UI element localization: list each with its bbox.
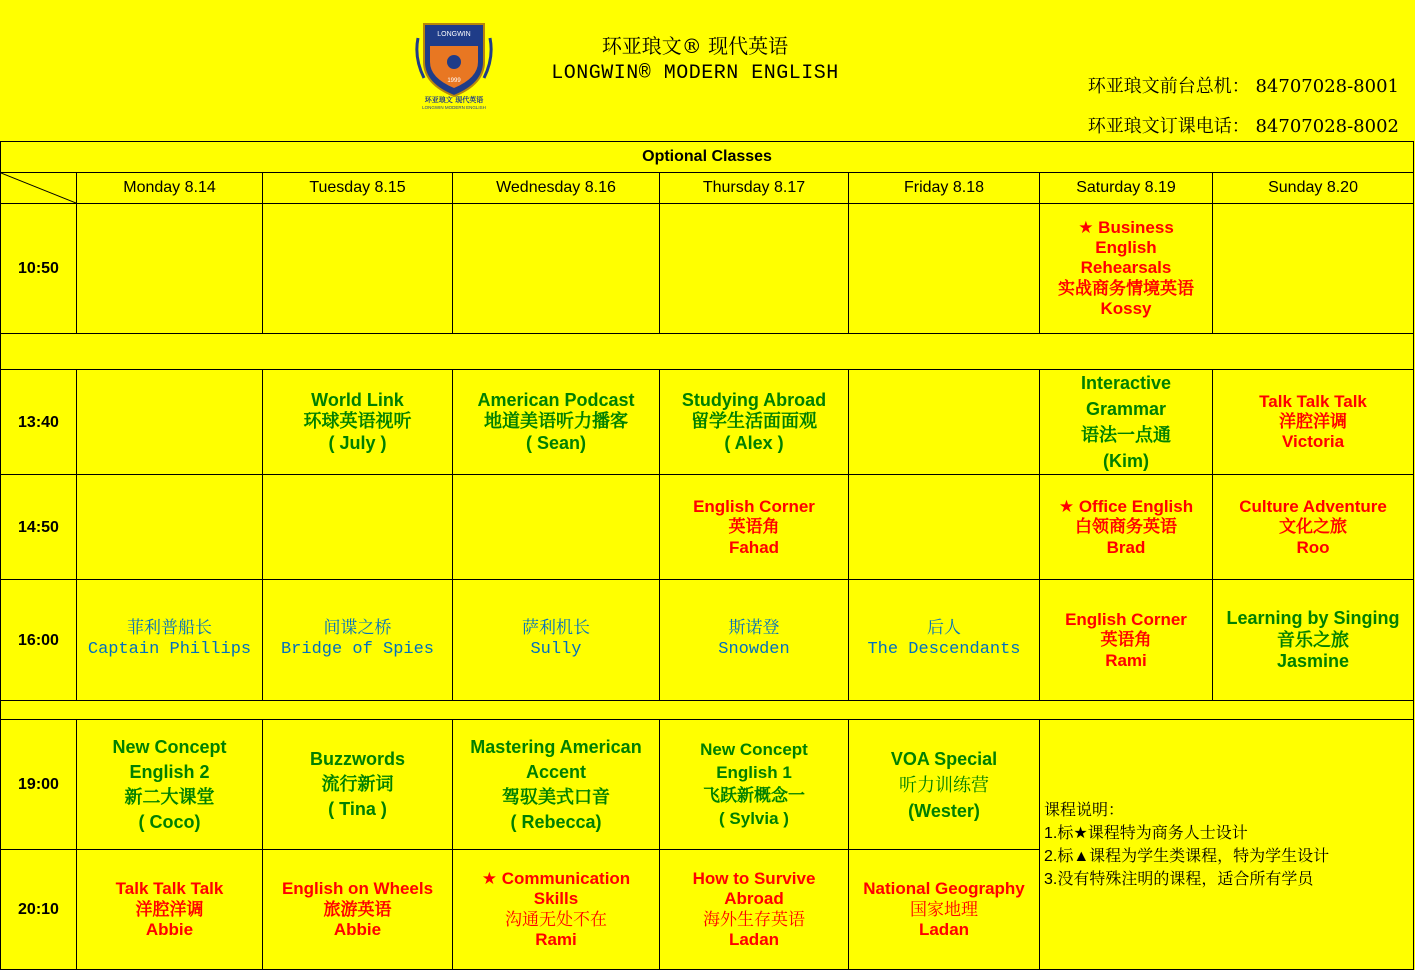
class-title-cn: 国家地理 xyxy=(910,899,978,919)
class-title-cn: 流行新词 xyxy=(321,774,394,795)
class-cell xyxy=(1213,370,1414,475)
teacher-name: Jasmine xyxy=(1277,651,1350,672)
class-title: Studying Abroad xyxy=(681,389,827,410)
time-row xyxy=(1,370,1414,475)
class-title-cn: 洋腔洋调 xyxy=(135,899,204,919)
booking-phone-label: 环亚琅文订课电话： xyxy=(1087,116,1250,137)
teacher-name: Victoria xyxy=(1282,432,1345,452)
time-label: 16:00 xyxy=(1,580,77,701)
movie-title-cn: 后人 xyxy=(927,619,961,639)
class-title-cn: 语法一点通 xyxy=(1081,425,1171,446)
time-label: 14:50 xyxy=(1,475,77,580)
day-header: Wednesday 8.16 xyxy=(453,173,660,204)
empty-cell xyxy=(77,475,263,580)
empty-cell xyxy=(849,370,1040,475)
class-title-cn: 音乐之旅 xyxy=(1277,629,1350,650)
teacher-name: (Wester) xyxy=(908,800,980,821)
day-header-row xyxy=(1,173,1414,204)
class-cell xyxy=(263,370,453,475)
class-title: Learning by Singing xyxy=(1226,607,1400,628)
class-title-cn: 旅游英语 xyxy=(323,899,392,919)
movie-title-en: Snowden xyxy=(718,640,790,660)
longwin-logo xyxy=(414,18,494,110)
class-title: English on Wheels xyxy=(281,879,434,899)
class-title-cn: 海外生存英语 xyxy=(703,909,805,929)
break-cell xyxy=(1,334,1414,370)
class-title-cn: 飞跃新概念一 xyxy=(703,785,805,805)
class-title-cn: 英语角 xyxy=(1100,630,1152,650)
class-cell xyxy=(1213,580,1414,701)
class-title-cn: 驾驭美式口音 xyxy=(502,786,610,807)
class-cell xyxy=(453,720,660,850)
movie-cell xyxy=(263,580,453,701)
svg-text:环亚琅文 现代英语: 环亚琅文 现代英语 xyxy=(424,96,484,104)
empty-cell xyxy=(849,475,1040,580)
teacher-name: Brad xyxy=(1106,537,1146,557)
class-cell xyxy=(453,850,660,970)
school-title-en: LONGWIN® MODERN ENGLISH xyxy=(551,62,839,85)
class-title: World Link xyxy=(311,389,404,410)
booking-phone-number: 84707028-8002 xyxy=(1255,116,1399,137)
class-title-cn: 听力训练营 xyxy=(899,774,989,795)
class-title: Skills xyxy=(533,889,579,909)
break-cell xyxy=(1,701,1414,720)
class-title-cn: 英语角 xyxy=(728,517,780,537)
table-title: Optional Classes xyxy=(1,142,1414,173)
class-title: Rehearsals xyxy=(1080,258,1172,278)
class-title-cn: 沟通无处不在 xyxy=(505,909,607,929)
movie-title-cn: 间谍之桥 xyxy=(323,619,392,639)
class-title: VOA Special xyxy=(890,748,998,769)
notes-item: 3.没有特殊注明的课程，适合所有学员 xyxy=(1044,871,1314,889)
time-row xyxy=(1,720,1414,850)
class-cell xyxy=(660,370,849,475)
class-title: How to Survive xyxy=(692,869,816,889)
movie-title-cn: 菲利普船长 xyxy=(127,619,212,639)
class-title: English 1 xyxy=(716,762,792,782)
time-row xyxy=(1,580,1414,701)
time-label: 13:40 xyxy=(1,370,77,475)
movie-cell xyxy=(660,580,849,701)
teacher-name: Abbie xyxy=(333,920,382,940)
class-cell xyxy=(849,720,1040,850)
time-label: 19:00 xyxy=(1,720,77,850)
class-cell xyxy=(263,850,453,970)
day-header: Monday 8.14 xyxy=(77,173,263,204)
class-title: Culture Adventure xyxy=(1239,496,1387,516)
teacher-name: ( Alex ) xyxy=(724,432,784,453)
time-label: 10:50 xyxy=(1,204,77,334)
class-cell xyxy=(1213,475,1414,580)
teacher-name: ( Sean) xyxy=(525,432,586,453)
movie-cell xyxy=(77,580,263,701)
class-title: English xyxy=(1095,237,1157,257)
empty-cell xyxy=(263,204,453,334)
front-desk-phone xyxy=(1088,72,1399,98)
class-cell xyxy=(660,475,849,580)
teacher-name: ( Coco) xyxy=(138,812,201,833)
class-title: English Corner xyxy=(1065,609,1187,629)
teacher-name: Rami xyxy=(535,930,577,950)
school-title-cn: 环亚琅文® 现代英语 xyxy=(601,34,789,58)
teacher-name: ( Rebecca) xyxy=(510,812,602,833)
day-header: Friday 8.18 xyxy=(849,173,1040,204)
course-notes xyxy=(1040,720,1414,970)
notes-item: 1.标★课程特为商务人士设计 xyxy=(1044,824,1248,842)
class-title-cn: 留学生活面面观 xyxy=(691,411,817,432)
movie-title-en: Bridge of Spies xyxy=(280,640,435,660)
class-cell xyxy=(1040,204,1213,334)
class-title: Mastering American xyxy=(470,736,642,757)
class-title: Interactive xyxy=(1080,373,1172,393)
svg-text:LONGWIN MODERN ENGLISH: LONGWIN MODERN ENGLISH xyxy=(422,105,486,110)
class-title: Buzzwords xyxy=(309,749,405,770)
movie-title-en: Captain Phillips xyxy=(87,640,252,660)
teacher-name: ( July ) xyxy=(328,432,387,453)
day-header: Tuesday 8.15 xyxy=(263,173,453,204)
movie-title-cn: 斯诺登 xyxy=(728,619,780,639)
class-title: ★ Communication xyxy=(481,869,631,889)
empty-cell xyxy=(453,475,660,580)
break-row xyxy=(1,334,1414,370)
teacher-name: ( Tina ) xyxy=(328,799,387,820)
class-title-cn: 洋腔洋调 xyxy=(1279,411,1348,431)
schedule-table xyxy=(0,141,1414,970)
front-desk-phone-label: 环亚琅文前台总机： xyxy=(1087,76,1250,97)
class-title: English 2 xyxy=(129,761,210,782)
empty-cell xyxy=(660,204,849,334)
svg-text:LONGWIN: LONGWIN xyxy=(437,31,471,38)
empty-cell xyxy=(77,204,263,334)
class-title-cn: 地道美语听力播客 xyxy=(484,411,628,432)
time-label: 20:10 xyxy=(1,850,77,970)
class-title-cn: 白领商务英语 xyxy=(1075,517,1177,537)
class-cell xyxy=(263,720,453,850)
class-cell xyxy=(1040,580,1213,701)
teacher-name: (Kim) xyxy=(1103,451,1149,472)
empty-cell xyxy=(263,475,453,580)
class-title-cn: 实战商务情境英语 xyxy=(1058,278,1194,298)
teacher-name: Rami xyxy=(1105,650,1147,670)
teacher-name: ( Sylvia ) xyxy=(719,808,789,828)
empty-cell xyxy=(77,370,263,475)
class-cell xyxy=(660,720,849,850)
class-title: New Concept xyxy=(700,740,808,759)
class-title: American Podcast xyxy=(477,389,635,410)
svg-text:1999: 1999 xyxy=(447,78,461,84)
class-title: ★ Business xyxy=(1078,217,1174,237)
class-title-cn: 环球英语视听 xyxy=(303,411,412,432)
empty-cell xyxy=(1213,204,1414,334)
notes-item: 2.标▲课程为学生类课程，特为学生设计 xyxy=(1044,847,1330,865)
class-cell xyxy=(1040,370,1213,475)
class-title: Accent xyxy=(525,761,587,782)
class-title: Grammar xyxy=(1085,399,1167,420)
teacher-name: Ladan xyxy=(728,930,780,950)
class-title: ★ Office English xyxy=(1058,496,1194,516)
teacher-name: Abbie xyxy=(145,920,194,940)
teacher-name: Roo xyxy=(1296,537,1330,557)
class-cell xyxy=(77,850,263,970)
teacher-name: Fahad xyxy=(728,537,780,557)
class-cell xyxy=(849,850,1040,970)
movie-cell xyxy=(849,580,1040,701)
movie-title-en: Sully xyxy=(530,640,582,660)
class-title: National Geography xyxy=(863,879,1025,899)
day-header: Thursday 8.17 xyxy=(660,173,849,204)
corner-cell xyxy=(1,173,77,204)
booking-phone xyxy=(1088,112,1399,138)
class-title-cn: 文化之旅 xyxy=(1279,517,1348,537)
front-desk-phone-number: 84707028-8001 xyxy=(1255,76,1399,97)
class-title: Abroad xyxy=(724,889,784,909)
class-title: English Corner xyxy=(693,496,815,516)
time-row xyxy=(1,204,1414,334)
empty-cell xyxy=(849,204,1040,334)
movie-cell xyxy=(453,580,660,701)
day-header: Sunday 8.20 xyxy=(1213,173,1414,204)
day-header: Saturday 8.19 xyxy=(1040,173,1213,204)
class-cell xyxy=(1040,475,1213,580)
notes-heading: 课程说明： xyxy=(1044,801,1125,819)
time-row xyxy=(1,475,1414,580)
teacher-name: Ladan xyxy=(918,920,970,940)
class-title-cn: 新二大课堂 xyxy=(124,786,215,807)
class-cell xyxy=(77,720,263,850)
class-title: Talk Talk Talk xyxy=(1259,391,1367,411)
break-row xyxy=(1,701,1414,720)
empty-cell xyxy=(453,204,660,334)
table-title-row xyxy=(1,142,1414,173)
class-cell xyxy=(453,370,660,475)
movie-title-cn: 萨利机长 xyxy=(522,619,590,639)
teacher-name: Kossy xyxy=(1100,299,1152,319)
class-cell xyxy=(660,850,849,970)
movie-title-en: The Descendants xyxy=(867,640,1021,660)
class-title: New Concept xyxy=(112,736,227,757)
class-title: Talk Talk Talk xyxy=(115,879,224,899)
